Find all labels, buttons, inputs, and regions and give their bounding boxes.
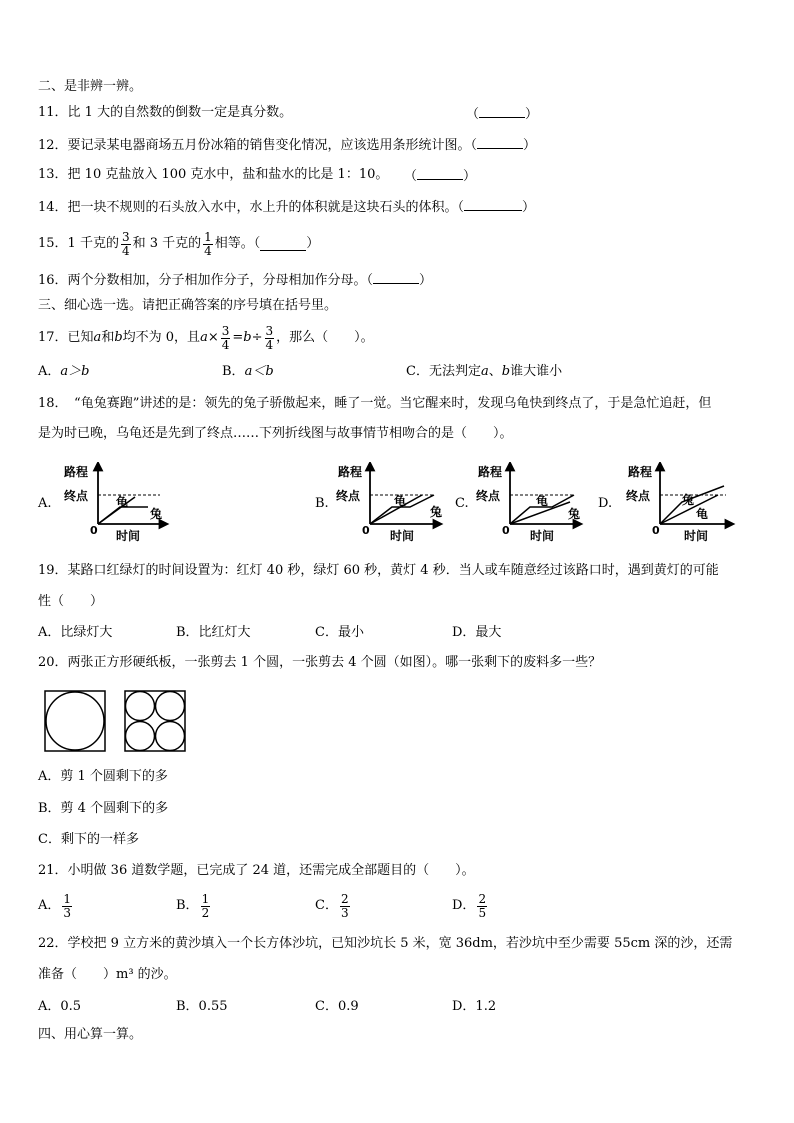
origin: 0 <box>362 524 370 537</box>
q21-option-b[interactable] <box>176 888 212 924</box>
question-15-text-a: 15．1 千克的 <box>38 236 119 251</box>
denominator: 5 <box>478 905 487 920</box>
question-11-answer <box>466 105 538 123</box>
q18-option-a-label[interactable]: A. <box>38 496 52 511</box>
paren-left: （ <box>404 169 418 184</box>
option-math: a＜b <box>244 364 274 379</box>
finish-label: 终点 <box>626 489 651 503</box>
x-label: 时间 <box>116 529 141 543</box>
y-label: 路程 <box>64 465 89 479</box>
option-label: B． <box>222 364 245 379</box>
question-16-text: 16．两个分数相加，分子相加作分子，分母相加作分母。（ <box>38 273 374 288</box>
q21-option-d[interactable] <box>452 888 489 924</box>
numerator: 1 <box>63 891 72 906</box>
x-label: 时间 <box>530 529 555 543</box>
equals-sign: = <box>232 330 244 345</box>
question-13 <box>38 167 388 183</box>
origin: 0 <box>652 524 660 537</box>
rabbit-label: 兔 <box>568 507 581 521</box>
q17-option-a[interactable] <box>38 364 89 380</box>
question-13-text: 13．把 10 克盐放入 100 克水中，盐和盐水的比是 1：10。 <box>38 167 389 182</box>
q18-option-c-label[interactable]: C. <box>455 496 469 511</box>
finish-label: 终点 <box>476 489 501 503</box>
question-22-line-1: 22．学校把 9 立方米的黄沙填入一个长方体沙坑，已知沙坑长 5 米，宽 36dm，若沙坑中至少需要 55cm 深的沙，还需 <box>38 936 733 951</box>
q17-option-c[interactable] <box>406 364 562 380</box>
rabbit-label: 兔 <box>150 507 163 521</box>
q17-option-b[interactable] <box>222 364 274 380</box>
var-a: a <box>200 330 208 345</box>
question-14 <box>38 198 535 216</box>
q22-option-b[interactable]: B．0.55 <box>176 999 228 1014</box>
denominator: 4 <box>221 337 230 352</box>
question-19-line-1: 19．某路口红绿灯的时间设置为：红灯 40 秒，绿灯 60 秒，黄灯 4 秒．当人或车随意经过该路口时，遇到黄灯的可能 <box>38 563 719 578</box>
answer-blank[interactable] <box>417 167 463 180</box>
tortoise-label: 龟 <box>394 494 407 508</box>
fraction-three-quarters <box>121 231 131 258</box>
denominator: 3 <box>340 905 349 920</box>
numerator: 3 <box>265 323 274 338</box>
q17-text-a: 17．已知 <box>38 330 94 345</box>
paren-right: ） <box>523 138 537 153</box>
separator: 、 <box>488 364 502 379</box>
option-label: A． <box>38 898 61 913</box>
rabbit-label: 兔 <box>430 505 443 519</box>
question-18-line-2: 是为时已晚，乌龟还是先到了终点……下列折线图与故事情节相吻合的是（ ）。 <box>38 426 513 441</box>
numerator: 2 <box>340 891 349 906</box>
question-20: 20．两张正方形硬纸板，一张剪去 1 个圆，一张剪去 4 个圆（如图）。哪一张剩下的废料多一些？ <box>38 655 602 670</box>
option-math: a＞b <box>60 364 90 379</box>
question-12 <box>38 136 536 154</box>
question-15 <box>38 226 319 262</box>
answer-blank[interactable] <box>477 136 523 149</box>
section-3-heading: 三、细心选一选。请把正确答案的序号填在括号里。 <box>38 298 338 313</box>
q18-graph-c[interactable] <box>470 462 585 544</box>
question-22-line-2: 准备（ ）m³ 的沙。 <box>38 967 177 982</box>
square-with-one-circle <box>44 690 106 752</box>
denominator: 4 <box>121 243 130 258</box>
q18-graph-d[interactable] <box>620 462 738 544</box>
q17-text-c: 均不为 0，且 <box>122 330 201 345</box>
y-label: 路程 <box>478 465 503 479</box>
tortoise-label: 龟 <box>116 495 129 509</box>
origin: 0 <box>502 524 510 537</box>
question-17 <box>38 320 374 356</box>
denominator: 2 <box>201 905 210 920</box>
fraction-three-quarters <box>221 325 231 352</box>
denominator: 4 <box>265 337 274 352</box>
fraction <box>62 893 72 920</box>
q18-graph-b[interactable] <box>330 462 445 544</box>
option-label: A． <box>38 364 61 379</box>
origin: 0 <box>90 524 98 537</box>
denominator: 3 <box>63 905 72 920</box>
numerator: 1 <box>201 891 210 906</box>
tortoise-label: 龟 <box>696 507 709 521</box>
fraction <box>340 893 350 920</box>
answer-blank[interactable] <box>464 198 522 211</box>
finish-label: 终点 <box>64 489 89 503</box>
finish-label: 终点 <box>336 489 361 503</box>
fraction-one-quarter <box>203 231 213 258</box>
question-19-line-2: 性（ ） <box>38 594 104 609</box>
answer-blank[interactable] <box>479 105 525 118</box>
section-4-heading: 四、用心算一算。 <box>38 1027 143 1042</box>
fraction <box>201 893 211 920</box>
question-12-text: 12．要记录某电器商场五月份冰箱的销售变化情况，应该选用条形统计图。（ <box>38 138 478 153</box>
question-15-text-b: 和 3 千克的 <box>132 236 202 251</box>
denominator: 4 <box>204 243 212 258</box>
numerator: 1 <box>204 229 212 244</box>
q18-option-b-label[interactable]: B. <box>315 496 329 511</box>
option-tail: 谁大谁小 <box>510 364 563 379</box>
y-label: 路程 <box>338 465 363 479</box>
option-label: B． <box>176 898 199 913</box>
fraction <box>477 893 487 920</box>
divide-sign: ÷ <box>251 330 263 345</box>
paren-left: （ <box>466 107 480 122</box>
var-b: b <box>243 330 252 345</box>
q18-option-d-label[interactable]: D. <box>598 496 613 511</box>
q21-option-c[interactable] <box>315 888 352 924</box>
rabbit-label: 兔 <box>682 493 695 507</box>
section-2-heading: 二、是非辨一辨。 <box>38 79 143 94</box>
question-11 <box>38 105 292 121</box>
tortoise-label: 龟 <box>536 494 549 508</box>
option-label: C．无法判定 <box>406 364 481 379</box>
q20-option-a[interactable]: A．剪 1 个圆剩下的多 <box>38 769 168 784</box>
x-label: 时间 <box>390 529 415 543</box>
x-label: 时间 <box>684 529 709 543</box>
paren-right: ） <box>525 107 539 122</box>
numerator: 3 <box>221 323 230 338</box>
q17-text-d: ，那么（ ）。 <box>276 330 374 345</box>
paren-right: ） <box>522 200 536 215</box>
question-13-answer <box>404 167 476 185</box>
paren-right: ） <box>419 273 433 288</box>
numerator: 2 <box>478 891 487 906</box>
answer-blank[interactable] <box>373 271 419 284</box>
var-a: a <box>480 364 489 379</box>
answer-blank[interactable] <box>260 238 306 251</box>
q21-option-a[interactable] <box>38 888 74 924</box>
times-sign: × <box>207 330 219 345</box>
q22-option-d[interactable]: D．1.2 <box>452 999 497 1014</box>
option-label: C． <box>315 898 338 913</box>
var-b: b <box>114 330 123 345</box>
q22-option-c[interactable]: C．0.9 <box>315 999 359 1014</box>
numerator: 3 <box>121 229 130 244</box>
q19-option-c[interactable]: C．最小 <box>315 625 364 640</box>
rabbit-line <box>98 507 148 524</box>
q19-option-b[interactable]: B．比红灯大 <box>176 625 251 640</box>
fraction-three-quarters <box>265 325 275 352</box>
q20-option-c[interactable]: C．剩下的一样多 <box>38 832 139 847</box>
question-11-text: 11．比 1 大的自然数的倒数一定是真分数。 <box>38 105 293 120</box>
square-with-four-circles <box>124 690 186 752</box>
q17-text-b: 和 <box>101 330 115 345</box>
paren-right: ） <box>463 169 477 184</box>
question-16 <box>38 271 432 289</box>
y-label: 路程 <box>628 465 653 479</box>
question-14-text: 14．把一块不规则的石头放入水中，水上升的体积就是这块石头的体积。（ <box>38 200 465 215</box>
question-15-text-c: 相等。（ <box>214 236 261 251</box>
q20-option-b[interactable]: B．剪 4 个圆剩下的多 <box>38 801 169 816</box>
question-21: 21．小明做 36 道数学题，已完成了 24 道，还需完成全部题目的（ ）。 <box>38 863 475 878</box>
paren-right: ） <box>306 236 320 251</box>
option-label: D． <box>452 898 476 913</box>
q19-option-d[interactable]: D．最大 <box>452 625 502 640</box>
var-b: b <box>501 364 511 379</box>
var-a: a <box>93 330 102 345</box>
q19-option-a[interactable]: A．比绿灯大 <box>38 625 113 640</box>
q18-graph-a[interactable] <box>60 462 170 544</box>
q22-option-a[interactable]: A．0.5 <box>38 999 82 1014</box>
question-18-line-1: 18． “龟兔赛跑”讲述的是：领先的兔子骄傲起来，睡了一觉。当它醒来时，发现乌龟快到终点了，于是急忙追赶，但 <box>38 396 712 411</box>
